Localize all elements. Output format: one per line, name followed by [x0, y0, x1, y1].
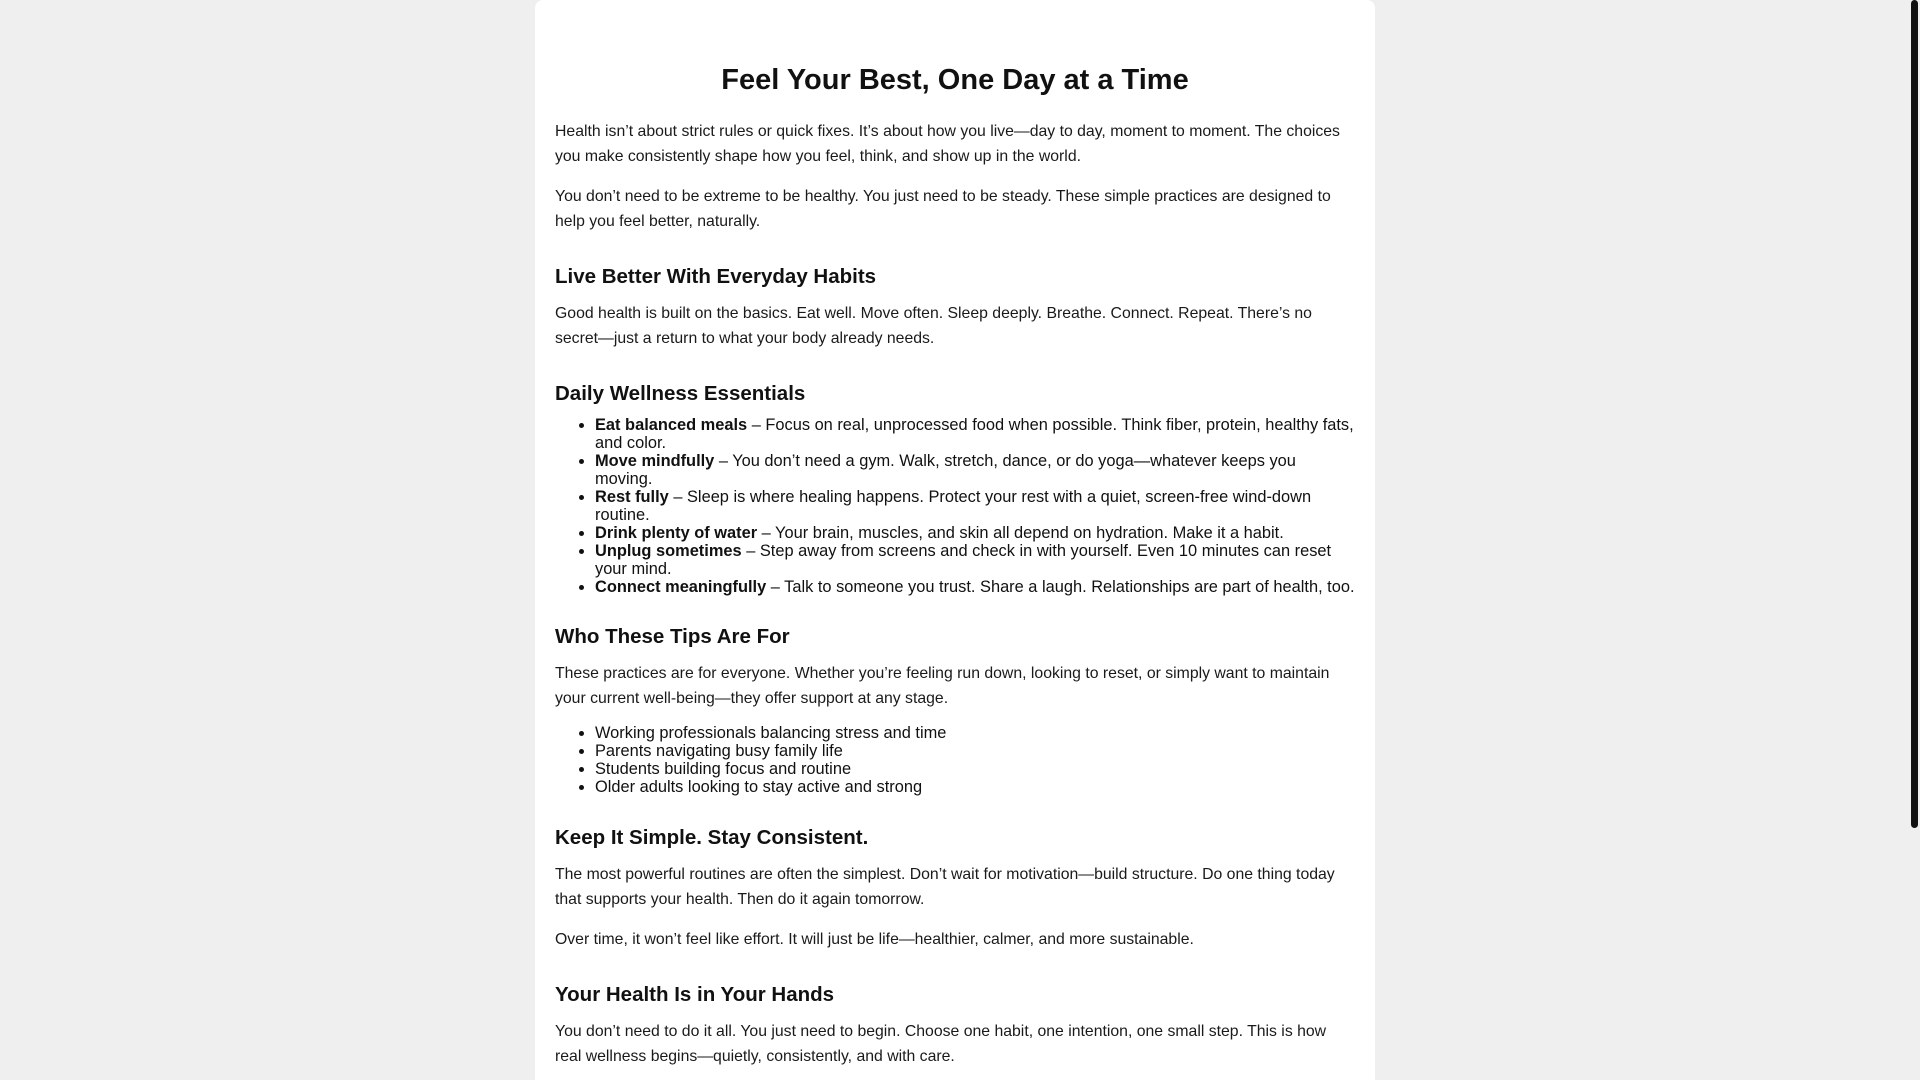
list-item: • Eat balanced meals – Focus on real, unprocessed food when possible. Think fiber, protein, healthy fats, and color.: [595, 416, 1355, 452]
habits-heading: Live Better With Everyday Habits: [555, 265, 877, 288]
audience-heading: Who These Tips Are For: [555, 625, 790, 648]
habits-paragraph: Good health is built on the basics. Eat well. Move often. Sleep deeply. Breathe. Connect. Repeat. There’s no secret—just a return to what your body already needs.: [555, 305, 1312, 347]
page-title: Feel Your Best, One Day at a Time: [721, 64, 1189, 96]
list-item: • Working professionals balancing stress and time: [595, 724, 1355, 742]
simple-paragraph-2: Over time, it won’t feel like effort. It will just be life—healthier, calmer, and more sustainable.: [555, 931, 1194, 948]
audience-paragraph: These practices are for everyone. Whether you’re feeling run down, looking to reset, or simply want to maintain your current well-being—they offer support at any stage.: [555, 665, 1330, 707]
simple-paragraph-1: The most powerful routines are often the simplest. Don’t wait for motivation—build structure. Do one thing today that supports your health. Then do it again tomorrow.: [555, 866, 1335, 908]
list-item: • Unplug sometimes – Step away from screens and check in with yourself. Even 10 minutes can reset your mind.: [595, 542, 1355, 578]
list-item: • Students building focus and routine: [595, 760, 1355, 778]
article-card: [535, 0, 1375, 1080]
page-scrollbar[interactable]: [1908, 0, 1920, 1080]
list-item: • Drink plenty of water – Your brain, muscles, and skin all depend on hydration. Make it a habit.: [595, 524, 1355, 542]
essentials-heading: Daily Wellness Essentials: [555, 382, 806, 405]
simple-heading: Keep It Simple. Stay Consistent.: [555, 826, 869, 849]
intro-paragraph-1: Health isn’t about strict rules or quick fixes. It’s about how you live—day to day, moment to moment. The choices you make consistently shape how you feel, think, and show up in the world.: [555, 123, 1340, 165]
scrollbar-thumb[interactable]: [1911, 0, 1918, 828]
list-item: • Move mindfully – You don’t need a gym. Walk, stretch, dance, or do yoga—whatever keeps you moving.: [595, 452, 1355, 488]
list-item: • Connect meaningfully – Talk to someone you trust. Share a laugh. Relationships are part of health, too.: [595, 578, 1355, 596]
audience-list: [555, 724, 1355, 796]
list-item: • Parents navigating busy family life: [595, 742, 1355, 760]
hands-heading: Your Health Is in Your Hands: [555, 983, 835, 1006]
hands-paragraph: You don’t need to do it all. You just need to begin. Choose one habit, one intention, one small step. This is how real wellness begins—quietly, consistently, and with care.: [555, 1023, 1327, 1065]
intro-paragraph-2: You don’t need to be extreme to be healthy. You just need to be steady. These simple practices are designed to help you feel better, naturally.: [555, 188, 1331, 230]
list-item: • Rest fully – Sleep is where healing happens. Protect your rest with a quiet, screen-free wind-down routine.: [595, 488, 1355, 524]
essentials-list: [555, 416, 1355, 596]
list-item: • Older adults looking to stay active and strong: [595, 778, 1355, 796]
